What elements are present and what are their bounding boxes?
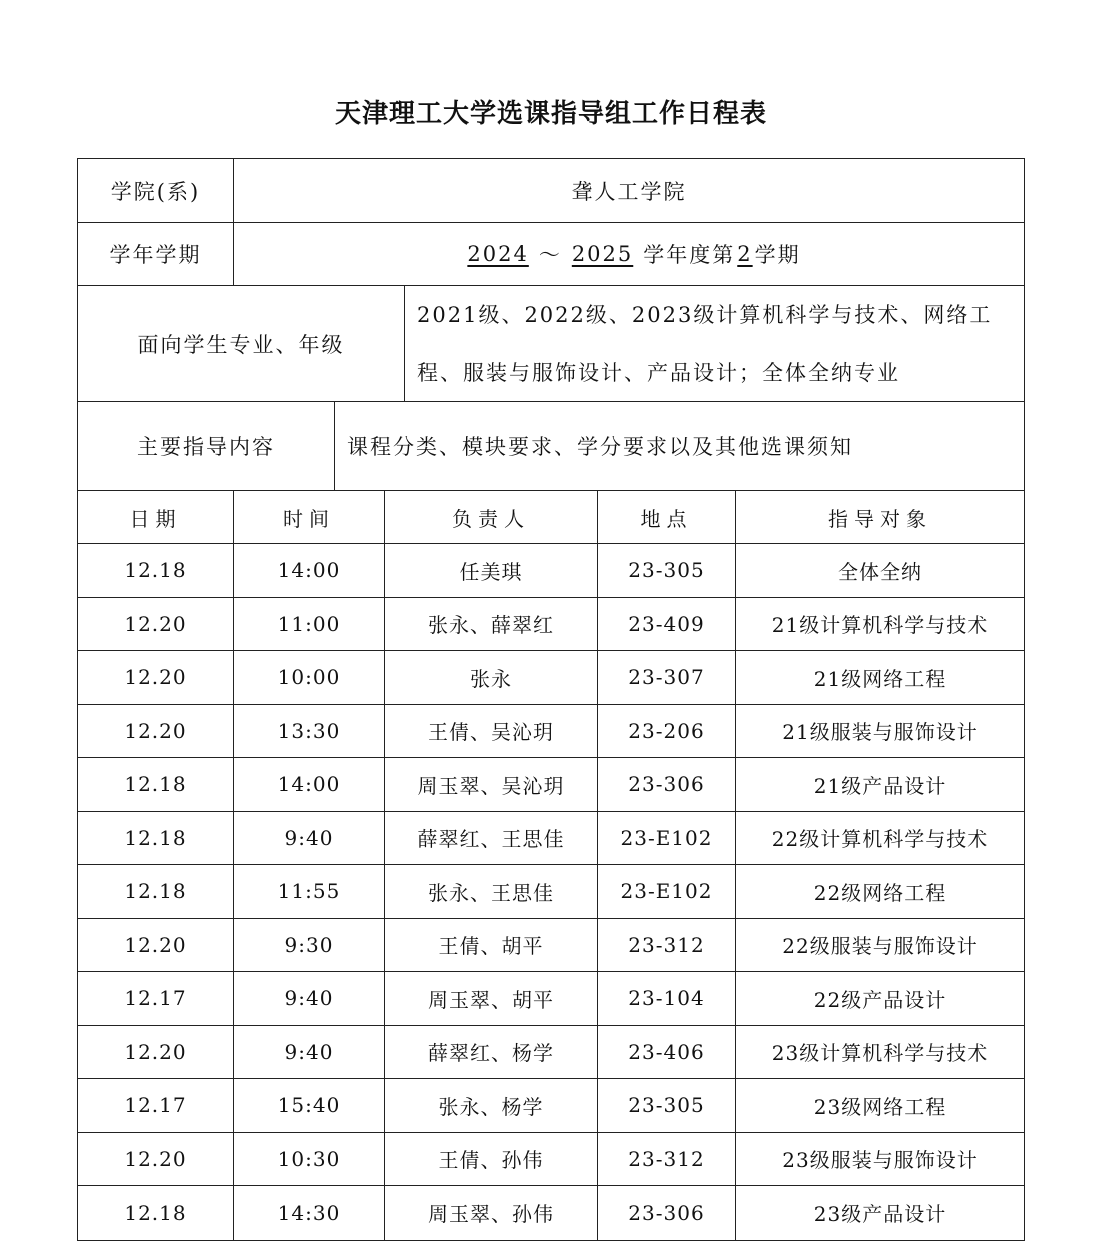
term-year-start: 2024 [467, 242, 529, 266]
cell-location: 23-306 [598, 1186, 736, 1240]
cell-date: 12.18 [78, 1186, 234, 1240]
cell-time: 15:40 [234, 1079, 385, 1132]
cell-time: 14:00 [234, 758, 385, 811]
cell-time: 11:55 [234, 865, 385, 918]
table-row [78, 598, 1024, 652]
cell-location: 23-206 [598, 705, 736, 758]
cell-date: 12.20 [78, 705, 234, 758]
cell-target: 21级产品设计 [813, 773, 947, 798]
table-row [78, 544, 1024, 598]
cell-location: 23-E102 [598, 812, 736, 865]
cell-date: 12.20 [78, 1026, 234, 1079]
cell-time: 11:00 [234, 598, 385, 651]
cell-location: 23-406 [598, 1026, 736, 1079]
cell-date: 12.18 [78, 758, 234, 811]
guidance-label: 主要指导内容 [78, 402, 335, 490]
table-row [78, 919, 1024, 973]
cell-target: 23级服装与服饰设计 [782, 1148, 978, 1173]
page-title: 天津理工大学选课指导组工作日程表 [334, 99, 767, 129]
cell-target: 23级产品设计 [813, 1202, 947, 1227]
cell-location: 23-409 [598, 598, 736, 651]
cell-date: 12.18 [78, 812, 234, 865]
table-row [78, 758, 1024, 812]
header-location: 地点 [598, 491, 736, 543]
header-time: 时间 [234, 491, 385, 543]
major-label: 面向学生专业、年级 [78, 286, 405, 401]
term-row [78, 223, 1024, 286]
cell-person: 薛翠红、杨学 [385, 1026, 598, 1079]
cell-person: 周玉翠、孙伟 [385, 1186, 598, 1240]
cell-location: 23-307 [598, 651, 736, 704]
cell-target: 22级服装与服饰设计 [782, 934, 978, 959]
guidance-row [78, 402, 1024, 491]
header-target: 指导对象 [828, 506, 932, 531]
cell-person: 张永 [385, 651, 598, 704]
guidance-value: 课程分类、模块要求、学分要求以及其他选课须知 [347, 435, 853, 459]
schedule-table [77, 158, 1025, 1241]
table-row [78, 1133, 1024, 1187]
cell-date: 12.20 [78, 919, 234, 972]
cell-time: 9:40 [234, 1026, 385, 1079]
major-row [78, 286, 1024, 402]
cell-time: 13:30 [234, 705, 385, 758]
college-label: 学院(系) [78, 159, 234, 222]
cell-target: 21级服装与服饰设计 [782, 720, 978, 745]
cell-person: 薛翠红、王思佳 [385, 812, 598, 865]
cell-date: 12.20 [78, 651, 234, 704]
header-date: 日期 [78, 491, 234, 543]
table-row [78, 1186, 1024, 1240]
cell-person: 任美琪 [385, 544, 598, 597]
cell-person: 周玉翠、胡平 [385, 972, 598, 1025]
cell-time: 10:00 [234, 651, 385, 704]
cell-date: 12.18 [78, 544, 234, 597]
table-header-row [78, 491, 1024, 544]
term-year-end: 2025 [571, 242, 634, 266]
table-row [78, 651, 1024, 705]
cell-date: 12.18 [78, 865, 234, 918]
cell-person: 王倩、孙伟 [385, 1133, 598, 1186]
table-row [78, 1026, 1024, 1080]
college-value: 聋人工学院 [571, 179, 687, 204]
cell-date: 12.20 [78, 1133, 234, 1186]
cell-time: 14:00 [234, 544, 385, 597]
cell-location: 23-312 [598, 919, 736, 972]
cell-time: 10:30 [234, 1133, 385, 1186]
cell-location: 23-306 [598, 758, 736, 811]
cell-date: 12.17 [78, 1079, 234, 1132]
cell-time: 9:30 [234, 919, 385, 972]
cell-target: 23级计算机科学与技术 [771, 1041, 989, 1066]
college-row [78, 159, 1024, 223]
term-separator: ～ [538, 243, 562, 267]
term-label: 学年学期 [78, 223, 234, 285]
cell-location: 23-305 [598, 1079, 736, 1132]
cell-target: 22级计算机科学与技术 [771, 827, 989, 852]
cell-person: 张永、杨学 [385, 1079, 598, 1132]
term-year-text: 学年度第 [643, 243, 736, 267]
cell-person: 张永、王思佳 [385, 865, 598, 918]
cell-person: 王倩、吴沁玥 [385, 705, 598, 758]
cell-location: 23-312 [598, 1133, 736, 1186]
cell-target: 22级网络工程 [813, 880, 947, 905]
cell-date: 12.20 [78, 598, 234, 651]
term-value [234, 223, 1024, 285]
table-row [78, 705, 1024, 759]
cell-time: 9:40 [234, 812, 385, 865]
cell-person: 张永、薛翠红 [385, 598, 598, 651]
cell-person: 王倩、胡平 [385, 919, 598, 972]
term-semester-text: 学期 [754, 243, 801, 267]
cell-date: 12.17 [78, 972, 234, 1025]
table-row [78, 972, 1024, 1026]
cell-target: 21级计算机科学与技术 [771, 613, 989, 638]
cell-location: 23-104 [598, 972, 736, 1025]
term-semester: 2 [737, 242, 753, 266]
cell-target: 23级网络工程 [813, 1094, 947, 1119]
cell-location: 23-305 [598, 544, 736, 597]
cell-target: 21级网络工程 [813, 666, 947, 691]
table-row [78, 1079, 1024, 1133]
cell-location: 23-E102 [598, 865, 736, 918]
header-person: 负责人 [385, 491, 598, 543]
cell-target: 22级产品设计 [813, 987, 947, 1012]
table-row [78, 865, 1024, 919]
cell-time: 9:40 [234, 972, 385, 1025]
cell-target: 全体全纳 [838, 559, 922, 584]
cell-person: 周玉翠、吴沁玥 [385, 758, 598, 811]
table-row [78, 812, 1024, 866]
cell-time: 14:30 [234, 1186, 385, 1240]
major-value: 2021级、2022级、2023级计算机科学与技术、网络工程、服装与服饰设计、产品设计；全体全纳专业 [417, 302, 993, 385]
